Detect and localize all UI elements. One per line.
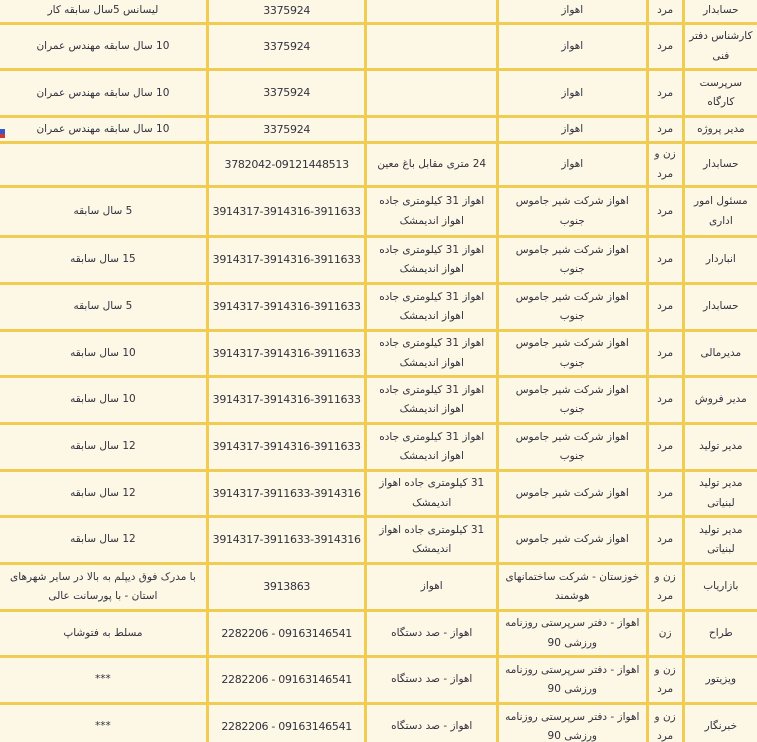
cell-requirements: 10 سال سابقه	[0, 377, 207, 424]
cell-phone: 3914317-3911633-3914316	[207, 471, 366, 517]
cell-requirements: 10 سال سابقه	[0, 331, 207, 377]
cell-job-title: طراح	[683, 611, 757, 657]
table-row	[0, 0, 757, 24]
cell-requirements: 5 سال سابقه	[0, 187, 207, 237]
cell-job-title: بازاریاب	[683, 564, 757, 611]
cell-location: اهواز شرکت شیر جاموس	[497, 471, 647, 517]
table-row	[0, 611, 757, 657]
cell-requirements: 5 سال سابقه	[0, 284, 207, 331]
cell-location: اهواز	[497, 0, 647, 24]
cell-gender: زن و مرد	[647, 564, 683, 611]
cell-job-title: حسابدار	[683, 284, 757, 331]
cell-phone: 2282206 - 09163146541	[207, 704, 366, 742]
cell-address: 24 متری مقابل باغ معین	[366, 143, 498, 187]
cell-job-title: مدیر تولید لبنیاتی	[683, 517, 757, 564]
cell-phone: 3913863	[207, 564, 366, 611]
cell-phone: 3375924	[207, 24, 366, 70]
cell-location: اهواز شرکت شیر جاموس جنوب	[497, 187, 647, 237]
cell-phone: 3914317-3914316-3911633	[207, 424, 366, 471]
cell-location: اهواز شرکت شیر جاموس جنوب	[497, 237, 647, 284]
cell-phone: 3782042-09121448513	[207, 143, 366, 187]
cell-location: اهواز شرکت شیر جاموس جنوب	[497, 331, 647, 377]
cell-address	[366, 117, 498, 143]
cell-requirements: 12 سال سابقه	[0, 424, 207, 471]
cell-job-title: مدیر پروژه	[683, 117, 757, 143]
cell-requirements: 10 سال سابقه مهندس عمران	[0, 24, 207, 70]
cell-job-title: مدیر تولید	[683, 424, 757, 471]
cell-requirements: 12 سال سابقه	[0, 471, 207, 517]
cell-location: اهواز شرکت شیر جاموس جنوب	[497, 424, 647, 471]
cell-phone: 3914317-3914316-3911633	[207, 187, 366, 237]
cell-location: اهواز	[497, 117, 647, 143]
cell-gender: مرد	[647, 424, 683, 471]
table-row	[0, 24, 757, 70]
cell-requirements: 10 سال سابقه مهندس عمران	[0, 70, 207, 117]
cell-requirements: لیسانس 5سال سابقه کار	[0, 0, 207, 24]
cell-gender: مرد	[647, 331, 683, 377]
cell-location: اهواز - دفتر سرپرستی روزنامه ورزشی 90	[497, 611, 647, 657]
table-row	[0, 284, 757, 331]
cell-phone: 3914317-3911633-3914316	[207, 517, 366, 564]
cell-location: اهواز	[497, 24, 647, 70]
cell-address: اهواز 31 کیلومتری جاده اهواز اندیمشک	[366, 237, 498, 284]
cell-phone: 2282206 - 09163146541	[207, 611, 366, 657]
cell-address	[366, 70, 498, 117]
cell-job-title: خبرنگار	[683, 704, 757, 742]
table-row	[0, 237, 757, 284]
cell-requirements	[0, 143, 207, 187]
table-row	[0, 704, 757, 742]
cell-address: اهواز - صد دستگاه	[366, 704, 498, 742]
cell-gender: مرد	[647, 284, 683, 331]
cell-phone: 3914317-3914316-3911633	[207, 284, 366, 331]
cell-requirements: با مدرک فوق دیپلم به بالا در سایر شهرهای استان - با پورسانت عالی	[0, 564, 207, 611]
cell-gender: مرد	[647, 377, 683, 424]
cell-location: اهواز - دفتر سرپرستی روزنامه ورزشی 90	[497, 657, 647, 704]
cell-location: اهواز - دفتر سرپرستی روزنامه ورزشی 90	[497, 704, 647, 742]
cell-requirements: 15 سال سابقه	[0, 237, 207, 284]
cell-requirements: مسلط به فتوشاپ	[0, 611, 207, 657]
cell-address: اهواز 31 کیلومتری جاده اهواز اندیمشک	[366, 331, 498, 377]
cell-gender: زن	[647, 611, 683, 657]
cell-phone: 3914317-3914316-3911633	[207, 331, 366, 377]
cell-address: اهواز 31 کیلومتری جاده اهواز اندیمشک	[366, 187, 498, 237]
cell-gender: زن و مرد	[647, 657, 683, 704]
cell-location: اهواز	[497, 70, 647, 117]
table-row	[0, 471, 757, 517]
cell-gender: مرد	[647, 517, 683, 564]
cell-phone: 3375924	[207, 117, 366, 143]
cell-location: اهواز شرکت شیر جاموس جنوب	[497, 377, 647, 424]
table-row	[0, 187, 757, 237]
cell-phone: 3375924	[207, 0, 366, 24]
table-row	[0, 657, 757, 704]
cell-requirements: ***	[0, 704, 207, 742]
cell-phone: 2282206 - 09163146541	[207, 657, 366, 704]
cell-address: اهواز	[366, 564, 498, 611]
table-row	[0, 517, 757, 564]
cell-job-title: مدیر تولید لبنیاتی	[683, 471, 757, 517]
cell-gender: مرد	[647, 187, 683, 237]
table-row	[0, 143, 757, 187]
cell-address	[366, 24, 498, 70]
cell-job-title: مسئول امور اداری	[683, 187, 757, 237]
cell-location: اهواز شرکت شیر جاموس جنوب	[497, 284, 647, 331]
cell-job-title: ویزیتور	[683, 657, 757, 704]
cell-gender: مرد	[647, 70, 683, 117]
cell-phone: 3914317-3914316-3911633	[207, 237, 366, 284]
cell-gender: مرد	[647, 24, 683, 70]
table-row	[0, 564, 757, 611]
cell-requirements: ***	[0, 657, 207, 704]
cell-location: خوزستان - شرکت ساختمانهای هوشمند	[497, 564, 647, 611]
cell-gender: زن و مرد	[647, 704, 683, 742]
table-row	[0, 424, 757, 471]
table-row	[0, 331, 757, 377]
cell-address	[366, 0, 498, 24]
cell-location: اهواز	[497, 143, 647, 187]
cell-address: اهواز 31 کیلومتری جاده اهواز اندیمشک	[366, 284, 498, 331]
cell-address: 31 کیلومتری جاده اهواز اندیمشک	[366, 471, 498, 517]
cell-gender: مرد	[647, 471, 683, 517]
cell-address: اهواز 31 کیلومتری جاده اهواز اندیمشک	[366, 377, 498, 424]
cell-address: 31 کیلومتری جاده اهواز اندیمشک	[366, 517, 498, 564]
cell-job-title: سرپرست کارگاه	[683, 70, 757, 117]
cell-phone: 3914317-3914316-3911633	[207, 377, 366, 424]
table-row	[0, 377, 757, 424]
cell-phone: 3375924	[207, 70, 366, 117]
cell-gender: مرد	[647, 237, 683, 284]
cell-address: اهواز 31 کیلومتری جاده اهواز اندیمشک	[366, 424, 498, 471]
cell-job-title: مدیر فروش	[683, 377, 757, 424]
cell-job-title: کارشناس دفتر فنی	[683, 24, 757, 70]
cell-job-title: حسابدار	[683, 0, 757, 24]
cell-job-title: مدیرمالی	[683, 331, 757, 377]
cell-gender: مرد	[647, 117, 683, 143]
cell-address: اهواز - صد دستگاه	[366, 657, 498, 704]
table-row	[0, 70, 757, 117]
cell-gender: زن و مرد	[647, 143, 683, 187]
new-badge-icon	[0, 129, 5, 138]
cell-address: اهواز - صد دستگاه	[366, 611, 498, 657]
cell-gender: مرد	[647, 0, 683, 24]
table-row	[0, 117, 757, 143]
cell-requirements: 12 سال سابقه	[0, 517, 207, 564]
cell-job-title: حسابدار	[683, 143, 757, 187]
cell-job-title: انباردار	[683, 237, 757, 284]
cell-location: اهواز شرکت شیر جاموس	[497, 517, 647, 564]
cell-requirements: 10 سال سابقه مهندس عمران	[0, 117, 207, 143]
